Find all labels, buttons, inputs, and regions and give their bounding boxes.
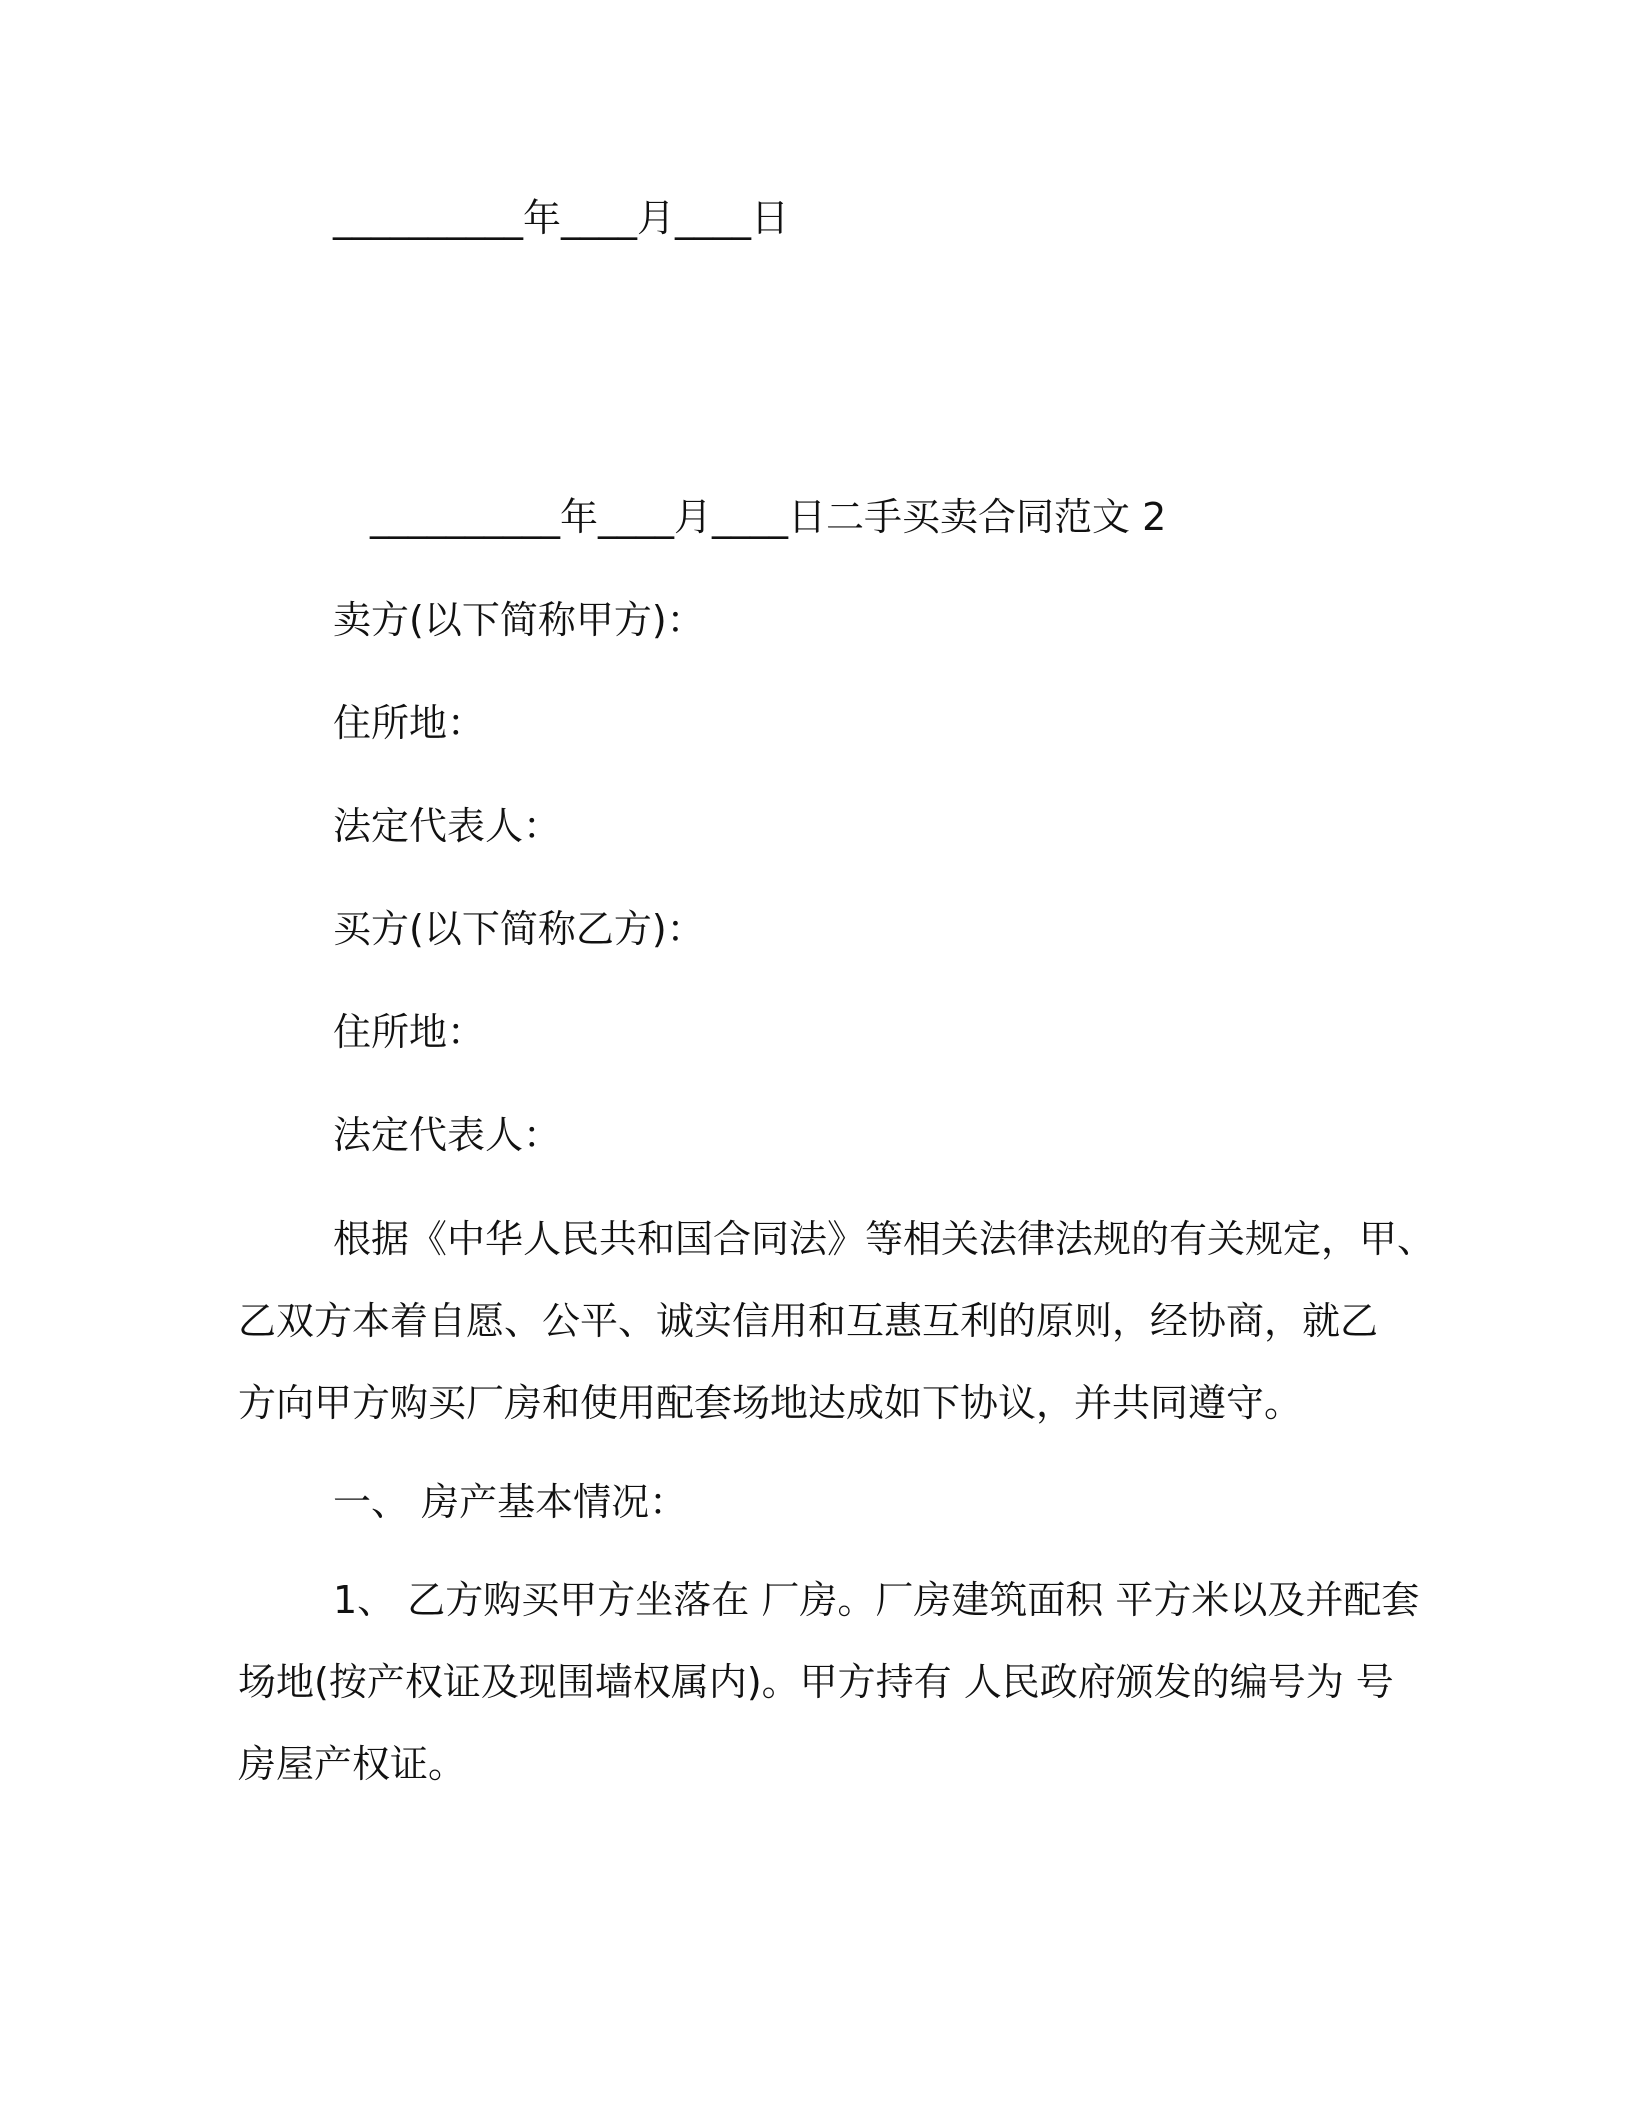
buyer-address: 住所地： xyxy=(333,1010,486,1054)
seller-representative: 法定代表人： xyxy=(333,804,562,848)
date-line: __________年____月____日 xyxy=(333,196,790,240)
preamble-line-1: 根据《中华人民共和国合同法》等相关法律法规的有关规定，甲、 xyxy=(333,1217,1436,1261)
buyer-label: 买方(以下简称乙方)： xyxy=(333,907,705,951)
seller-label: 卖方(以下简称甲方)： xyxy=(333,598,705,642)
buyer-representative: 法定代表人： xyxy=(333,1113,562,1157)
document-title: __________年____月____日二手买卖合同范文 2 xyxy=(370,495,1167,539)
section-1-heading: 一、 房产基本情况： xyxy=(333,1480,688,1524)
clause-1-line-3: 房屋产权证。 xyxy=(238,1742,467,1786)
clause-1-line-2: 场地(按产权证及现围墙权属内)。甲方持有 人民政府颁发的编号为 号 xyxy=(238,1660,1394,1704)
preamble-line-2: 乙双方本着自愿、公平、诚实信用和互惠互利的原则，经协商，就乙 xyxy=(238,1299,1379,1343)
preamble-line-3: 方向甲方购买厂房和使用配套场地达成如下协议，并共同遵守。 xyxy=(238,1381,1303,1425)
clause-1-line-1: 1、 乙方购买甲方坐落在 厂房。厂房建筑面积 平方米以及并配套 xyxy=(333,1578,1420,1622)
seller-address: 住所地： xyxy=(333,701,486,745)
